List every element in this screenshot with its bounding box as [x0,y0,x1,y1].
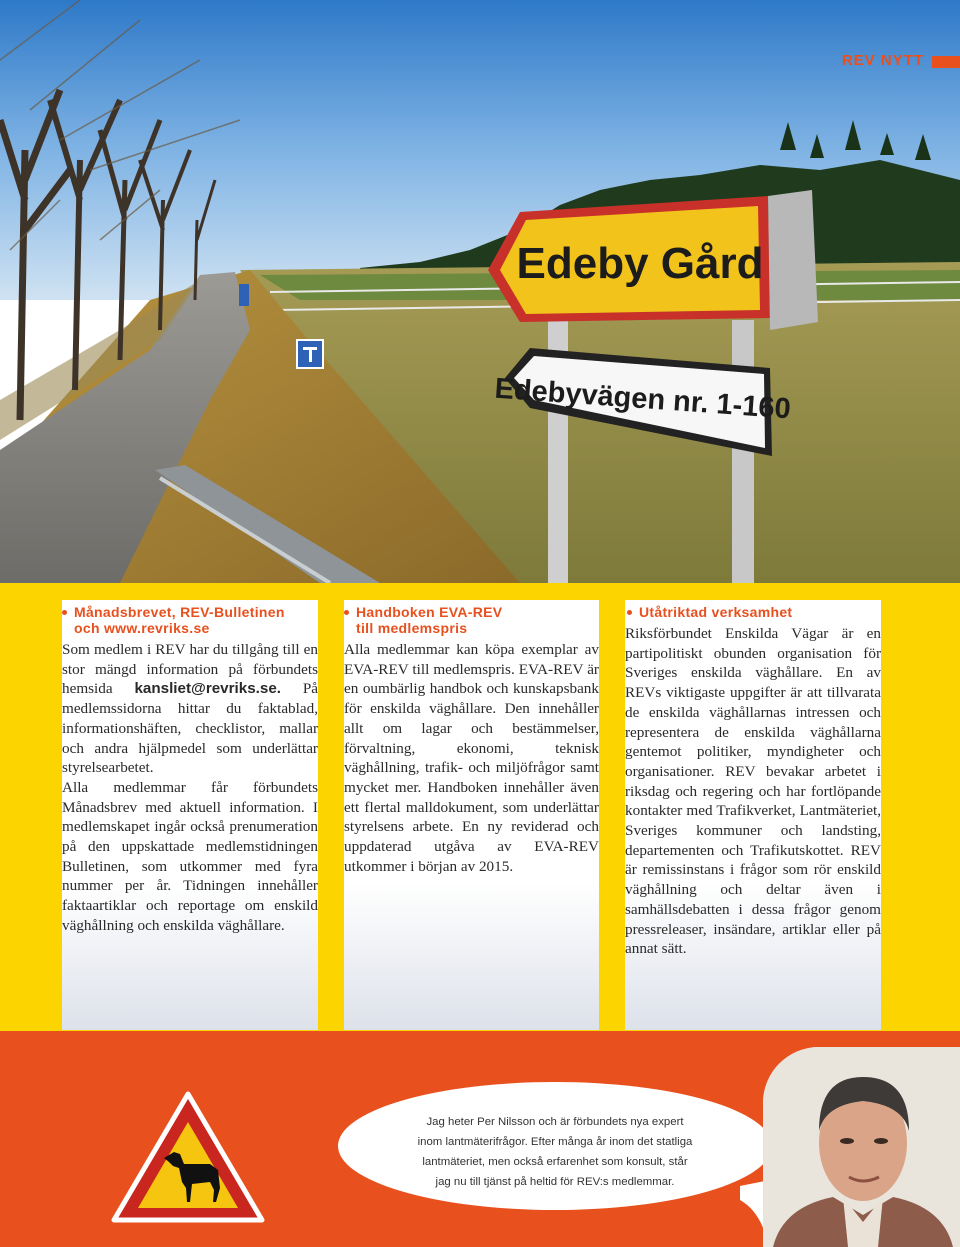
column-membership-info [62,600,318,1030]
heading-line-1: Utåtriktad verksamhet [639,604,793,620]
quote-line: lantmäteriet, men också erfarenhet som konsult, står [422,1156,688,1168]
horse-warning-sign-icon [108,1088,268,1233]
paragraph-text: På medlemssidorna hittar du faktablad, informationshäften, checklistor, mallar och andra hjälpmedel som underlättar styrelsearbetet. [62,680,318,777]
column-paragraph: Alla medlemmar kan köpa exemplar av EVA-REV till medlemspris. EVA-REV är en oumbärlig handbok och kunskapsbank för enskilda väghållare. Den innehåller allt om lagar och bestämmelser, förvaltning, ekonomi, teknisk väghållning, trafik- och miljöfrågor samt mycket mer. Handboken innehåller även ett flertal malldokument, som underlättar styrelsens arbete. En ny reviderad och uppdaterad utgåva av EVA-REV utkommer i början av 2015. [344,641,599,875]
column-paragraph [62,640,318,778]
quote-line: inom lantmäterifrågor. Efter många år inom det statliga [417,1136,693,1148]
column-handbook [344,600,599,1030]
road-sign-photo [0,0,960,583]
quote-text [382,1112,728,1192]
section-label-bar [932,56,960,68]
column-paragraph: Alla medlemmar får förbundets Månadsbrev med aktuell information. I medlemskapet ingår också prenumeration på den uppskattade medlemstidningen Bulletinen, som utkommer med fyra nummer per år. Tidningen innehåller faktaartiklar och reportage om enskild väghållning och enskilda väghållare. [62,778,318,934]
column-heading [342,604,599,636]
column-heading [60,604,318,636]
heading-line-1: Handboken EVA-REV [356,604,503,620]
column-outreach [625,600,881,1030]
column-paragraph: Riksförbundet Enskilda Vägar är en partipolitiskt obunden organisation för Sveriges enskilda väghållare. En av REVs viktigaste uppgifter är att tillvarata de enskilda väghållarnas intressen och representera de enskilda väghållarna gentemot politiker, myndigheter och organisationer. REV bevakar arbetet i riksdag och regering och har fortlöpande kontakter med Trafikverket, Lantmäteriet, Sveriges kommuner och landsting, departementen och Trafikutskottet. REV är remissinstans i frågor som rör enskild väghållning och deltar även i samhällsdebatten i dessa frågor genom pressreleaser, insändare, artiklar eller på annat sätt. [625,625,881,958]
section-label: REV NYTT [841,52,924,69]
sub-sign-text: Edebyvägen nr. 1-160 [493,372,792,426]
paragraph-text: Som medlem i REV har du tillgång till en stor mängd information på förbundets hemsida [62,641,318,698]
email-link[interactable]: kansliet@revriks.se. [134,680,281,698]
heading-line-2: till medlemspris [356,620,468,636]
quote-line: jag nu till tjänst på heltid för REV:s medlemmar. [435,1176,675,1188]
heading-line-1: Månadsbrevet, REV-Bulletinen [74,604,285,620]
quote-line: Jag heter Per Nilsson och är förbundets nya expert [426,1116,684,1128]
column-heading [625,604,881,620]
main-sign-text: Edeby Gård [516,239,764,288]
heading-line-2: och www.revriks.se [74,620,210,636]
portrait-photo [763,1047,960,1247]
